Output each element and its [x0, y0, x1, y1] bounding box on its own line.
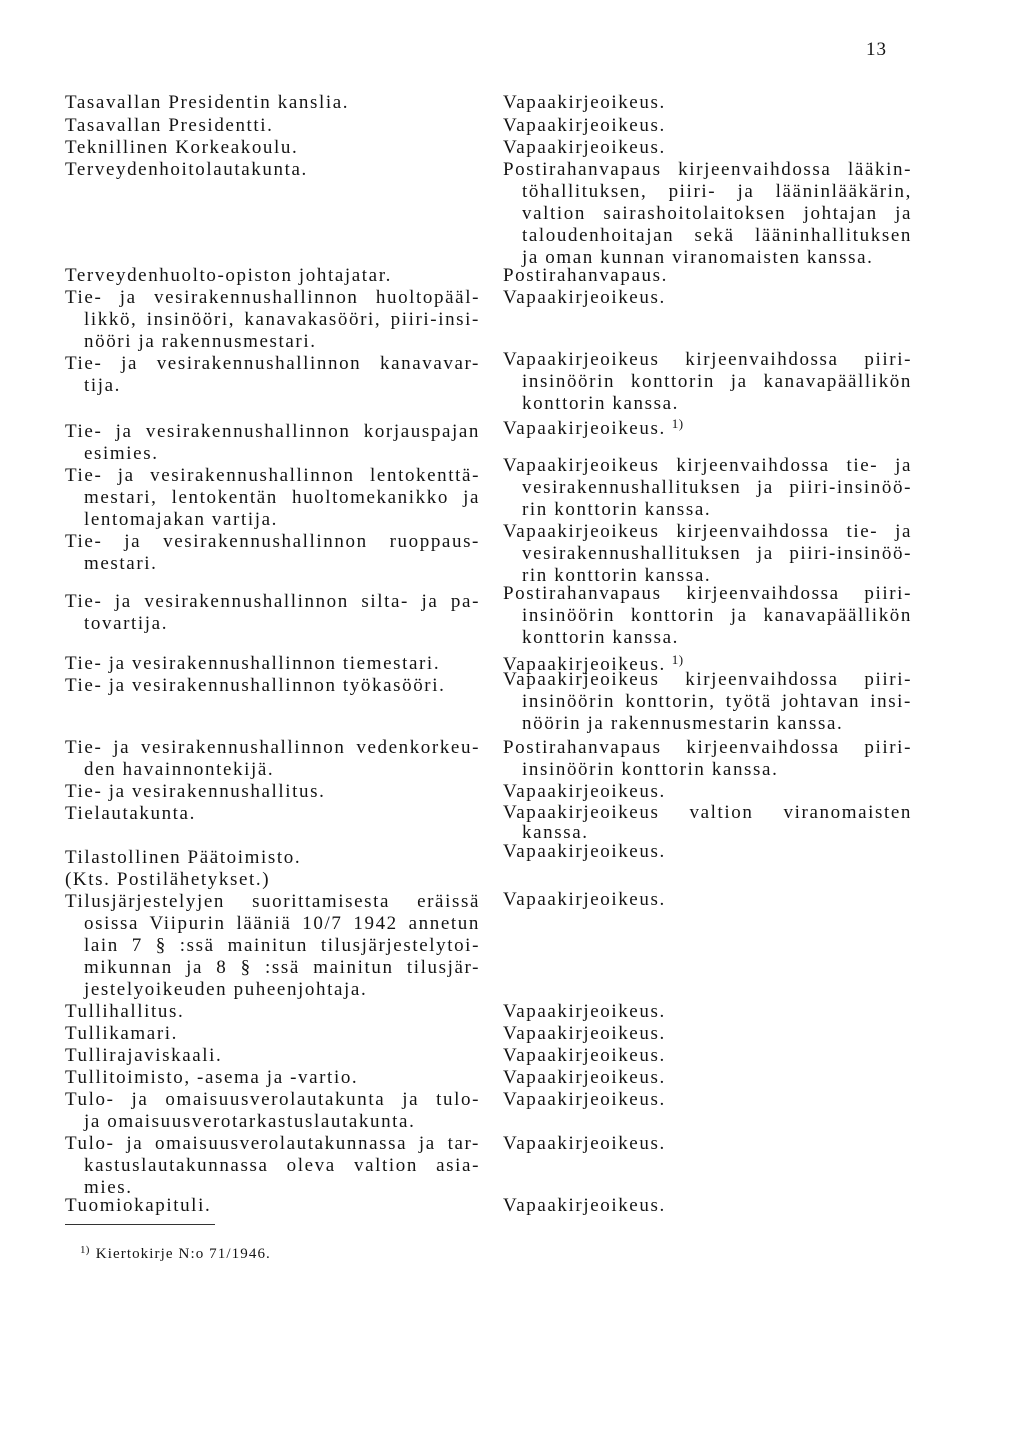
- privilege-text: Vapaakirjeoikeus.: [503, 654, 666, 675]
- authority-line: Tie- ja vesirakennushallinnon lentokenttä-: [65, 465, 480, 486]
- privilege-line: töhallituksen, piiri- ja lääninlääkärin,: [522, 181, 912, 202]
- authority-line: Tulo- ja omaisuusverolautakunta ja tulo-: [65, 1089, 480, 1110]
- privilege-entry: [503, 889, 912, 911]
- privilege-line: valtion sairashoitolaitoksen johtajan ja: [522, 203, 912, 224]
- authority-line: tovartija.: [84, 613, 169, 634]
- authority-line: den havainnontekijä.: [84, 759, 275, 780]
- authority-line: Tasavallan Presidentin kanslia.: [65, 92, 350, 113]
- authority-line: mikunnan ja 8 § :ssä mainitun tilusjär-: [84, 957, 480, 978]
- authority-line: lain 7 § :ssä mainitun tilusjärjestelytoi-: [84, 935, 480, 956]
- authority-line: jestelyoikeuden puheenjohtaja.: [84, 979, 368, 1000]
- privilege-entry: [503, 669, 912, 735]
- privilege-line: Vapaakirjeoikeus valtion viranomaisten: [503, 802, 912, 823]
- privilege-line: Vapaakirjeoikeus.: [503, 889, 666, 910]
- authority-line: Tie- ja vesirakennushallinnon tiemestari.: [65, 653, 441, 674]
- footnote-reference: 1): [671, 652, 684, 667]
- privilege-line: Vapaakirjeoikeus kirjeenvaihdossa tie- ja: [503, 455, 912, 476]
- privilege-line: Postirahanvapaus kirjeenvaihdossa piiri-: [503, 583, 912, 604]
- authority-line: Terveydenhuolto-opiston johtajatar.: [65, 265, 392, 286]
- authority-entry: [65, 1023, 480, 1045]
- privilege-entry: [503, 521, 912, 587]
- authority-line: nööri ja rakennusmestari.: [84, 331, 317, 352]
- privilege-entry: [503, 287, 912, 309]
- privilege-line: vesirakennushallituksen ja piiri-insinöö-: [522, 477, 912, 498]
- authority-line: mestari.: [84, 553, 158, 574]
- privilege-line: insinöörin konttorin kanssa.: [522, 759, 779, 780]
- authority-line: Tie- ja vesirakennushallitus.: [65, 781, 326, 802]
- privilege-entry: [503, 137, 912, 159]
- authority-entry: [65, 675, 480, 697]
- authority-entry: [65, 287, 480, 353]
- privilege-entry: [503, 803, 912, 843]
- authority-line: Teknillinen Korkeakoulu.: [65, 137, 299, 158]
- privilege-line: insinöörin konttorin, työtä johtavan insi-: [522, 691, 912, 712]
- authority-line: Tuomiokapituli.: [65, 1195, 212, 1216]
- privilege-entry: [503, 92, 912, 114]
- privilege-line: Vapaakirjeoikeus.: [503, 1089, 666, 1110]
- privilege-entry: [503, 1045, 912, 1067]
- privilege-entry: [503, 1133, 912, 1155]
- authority-line: mies.: [84, 1177, 133, 1198]
- authority-line: Tie- ja vesirakennushallinnon huoltopääl-: [65, 287, 480, 308]
- privilege-line: Vapaakirjeoikeus.: [503, 781, 666, 802]
- privilege-line: Vapaakirjeoikeus.: [503, 1195, 666, 1216]
- privilege-line: Vapaakirjeoikeus.: [503, 1067, 666, 1088]
- authority-entry: [65, 1067, 480, 1089]
- privilege-entry: [503, 265, 912, 287]
- authority-line: Terveydenhoitolautakunta.: [65, 159, 308, 180]
- authority-entry: [65, 737, 480, 781]
- authority-line: tija.: [84, 375, 122, 396]
- authority-line: Tielautakunta.: [65, 803, 196, 824]
- authority-line: Tie- ja vesirakennushallinnon työkasööri.: [65, 675, 446, 696]
- authority-line: kastuslautakunnassa oleva valtion asia-: [84, 1155, 480, 1176]
- page-number: 13: [866, 39, 887, 60]
- privilege-line: vesirakennushallituksen ja piiri-insinöö-: [522, 543, 912, 564]
- privilege-entry: [503, 1089, 912, 1111]
- authority-line: Tie- ja vesirakennushallinnon silta- ja pa-: [65, 591, 480, 612]
- authority-line: Tie- ja vesirakennushallinnon kanavavar-: [65, 353, 480, 374]
- privilege-line: Vapaakirjeoikeus.: [503, 115, 666, 136]
- authority-line: Tilusjärjestelyjen suorittamisesta eräissä: [65, 891, 480, 912]
- authority-entry: [65, 1045, 480, 1067]
- authority-line: lentomajakan vartija.: [84, 509, 278, 530]
- authority-entry: [65, 653, 480, 675]
- authority-line: mestari, lentokentän huoltomekanikko ja: [84, 487, 480, 508]
- privilege-line: insinöörin konttorin ja kanavapäällikön: [522, 371, 912, 392]
- authority-entry: [65, 891, 480, 1001]
- authority-line: Tullitoimisto, -asema ja -vartio.: [65, 1067, 359, 1088]
- privilege-line: rin konttorin kanssa.: [522, 499, 712, 520]
- authority-entry: [65, 353, 480, 397]
- authority-entry: [65, 847, 480, 869]
- authority-line: Tullihallitus.: [65, 1001, 185, 1022]
- privilege-line: Vapaakirjeoikeus.: [503, 92, 666, 113]
- privilege-line: Vapaakirjeoikeus.: [503, 841, 666, 862]
- authority-entry: [65, 465, 480, 531]
- privilege-line: Vapaakirjeoikeus.: [503, 1045, 666, 1066]
- privilege-line: Vapaakirjeoikeus kirjeenvaihdossa tie- ja: [503, 521, 912, 542]
- authority-line: Tilastollinen Päätoimisto.: [65, 847, 302, 868]
- privilege-line: Postirahanvapaus kirjeenvaihdossa lääkin-: [503, 159, 912, 180]
- authority-line: Tie- ja vesirakennushallinnon vedenkorkeu-: [65, 737, 480, 758]
- footnote-reference: 1): [671, 416, 684, 431]
- authority-entry: [65, 531, 480, 575]
- privilege-entry: [503, 115, 912, 137]
- footnote: [80, 1240, 271, 1264]
- privilege-line: Vapaakirjeoikeus.: [503, 287, 666, 308]
- authority-entry: [65, 265, 480, 287]
- privilege-line: taloudenhoitajan sekä lääninhallituksen: [522, 225, 912, 246]
- authority-entry: [65, 92, 480, 114]
- authority-entry: [65, 869, 480, 891]
- privilege-line: ja oman kunnan viranomaisten kanssa.: [522, 247, 874, 268]
- privilege-line: Postirahanvapaus.: [503, 265, 668, 286]
- privilege-entry: [503, 1023, 912, 1045]
- privilege-line: Postirahanvapaus kirjeenvaihdossa piiri-: [503, 737, 912, 758]
- privilege-entry: [503, 583, 912, 649]
- privilege-line: insinöörin konttorin ja kanavapäällikön: [522, 605, 912, 626]
- privilege-entry: [503, 781, 912, 803]
- privilege-line: konttorin kanssa.: [522, 627, 680, 648]
- authority-entry: [65, 591, 480, 635]
- privilege-entry: [503, 1067, 912, 1089]
- authority-entry: [65, 115, 480, 137]
- privilege-entry: [503, 349, 912, 415]
- authority-entry: [65, 1001, 480, 1023]
- privilege-line: nöörin ja rakennusmestarin kanssa.: [522, 713, 844, 734]
- privilege-entry: [503, 737, 912, 781]
- authority-line: Tie- ja vesirakennushallinnon ruoppaus-: [65, 531, 480, 552]
- authority-entry: [65, 159, 480, 181]
- authority-line: Tullikamari.: [65, 1023, 178, 1044]
- footnote-text: Kiertokirje N:o 71/1946.: [95, 1246, 271, 1262]
- authority-line: esimies.: [84, 443, 159, 464]
- privilege-line: rin konttorin kanssa.: [522, 565, 712, 586]
- authority-line: ja omaisuusverotarkastuslautakunta.: [84, 1111, 416, 1132]
- authority-entry: [65, 1089, 480, 1133]
- authority-line: likkö, insinööri, kanavakasööri, piiri-insi-: [84, 309, 480, 330]
- authority-line: (Kts. Postilähetykset.): [65, 869, 271, 890]
- privilege-line: Vapaakirjeoikeus.: [503, 1001, 666, 1022]
- privilege-entry: [503, 455, 912, 521]
- footnote-divider: [65, 1224, 215, 1225]
- authority-entry: [65, 421, 480, 465]
- authority-entry: [65, 137, 480, 159]
- privilege-entry: [503, 413, 912, 440]
- authority-line: osissa Viipurin lääniä 10/7 1942 annetun: [84, 913, 480, 934]
- privilege-entry: [503, 1001, 912, 1023]
- authority-entry: [65, 1133, 480, 1199]
- privilege-entry: [503, 159, 912, 269]
- authority-entry: [65, 781, 480, 803]
- authority-line: Tie- ja vesirakennushallinnon korjauspajan: [65, 421, 480, 442]
- privilege-line: Vapaakirjeoikeus kirjeenvaihdossa piiri-: [503, 349, 912, 370]
- authority-line: Tulo- ja omaisuusverolautakunnassa ja tar-: [65, 1133, 480, 1154]
- privilege-line: Vapaakirjeoikeus.: [503, 1133, 666, 1154]
- footnote-marker: 1): [80, 1244, 90, 1256]
- authority-entry: [65, 1195, 480, 1217]
- privilege-line: [503, 413, 912, 440]
- privilege-line: kanssa.: [522, 822, 589, 843]
- authority-line: Tasavallan Presidentti.: [65, 115, 274, 136]
- authority-line: Tullirajaviskaali.: [65, 1045, 223, 1066]
- privilege-line: konttorin kanssa.: [522, 393, 680, 414]
- privilege-line: Vapaakirjeoikeus.: [503, 137, 666, 158]
- privilege-text: Vapaakirjeoikeus.: [503, 418, 666, 439]
- authority-entry: [65, 803, 480, 825]
- privilege-line: Vapaakirjeoikeus.: [503, 1023, 666, 1044]
- privilege-entry: [503, 1195, 912, 1217]
- privilege-line: Vapaakirjeoikeus kirjeenvaihdossa piiri-: [503, 669, 912, 690]
- privilege-entry: [503, 841, 912, 863]
